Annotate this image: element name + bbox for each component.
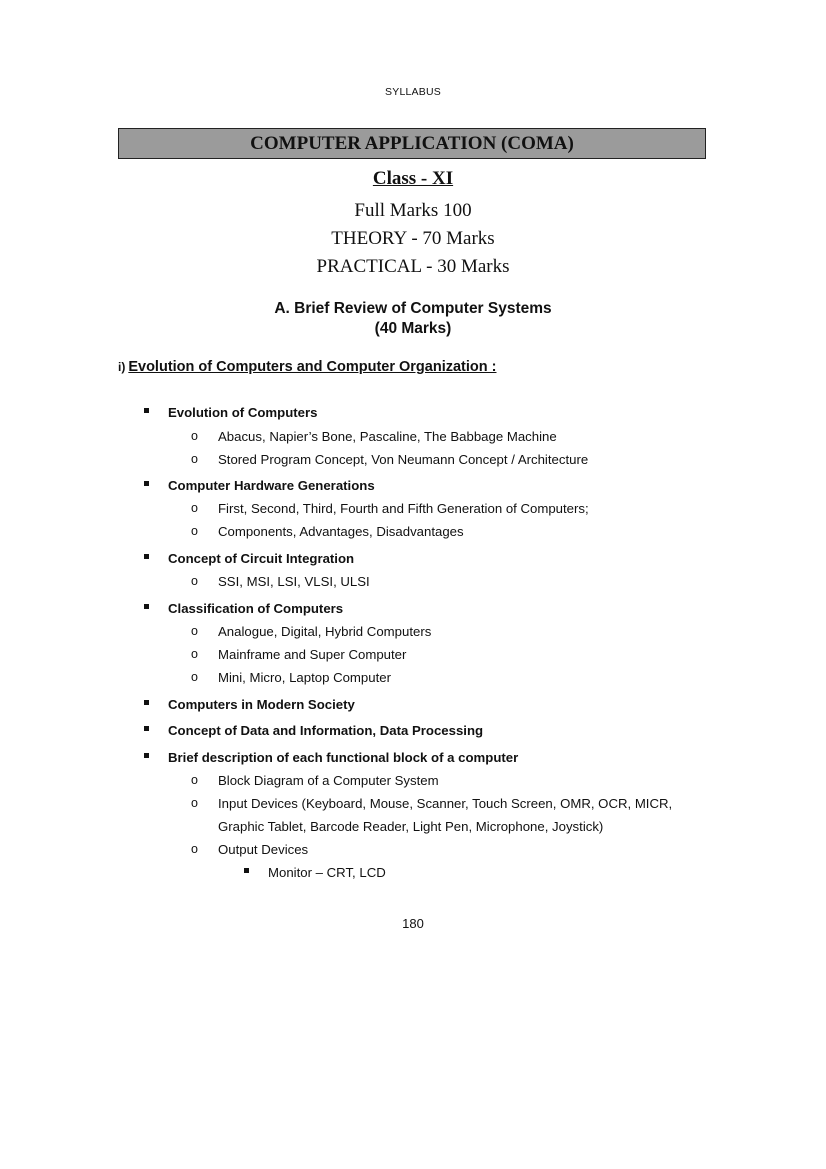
subsection-number: i) <box>118 360 126 374</box>
subsection-heading <box>118 359 496 375</box>
section-marks: (40 Marks) <box>374 320 452 337</box>
list-item-label: Monitor – CRT, LCD <box>268 865 386 880</box>
square-bullet-icon <box>144 753 149 758</box>
list-item-label: Input Devices (Keyboard, Mouse, Scanner, Touch Screen, OMR, OCR, MICR, <box>218 796 673 811</box>
circle-bullet-icon: o <box>191 429 198 443</box>
circle-bullet-icon: o <box>191 624 198 638</box>
list-item-label: Components, Advantages, Disadvantages <box>218 524 464 539</box>
square-bullet-icon <box>144 726 149 731</box>
subsection-title: Evolution of Computers and Computer Organization : <box>128 359 497 375</box>
circle-bullet-icon: o <box>191 796 198 810</box>
list-item-label: First, Second, Third, Fourth and Fifth Generation of Computers; <box>218 501 589 516</box>
square-bullet-icon <box>144 408 149 413</box>
subject-title: COMPUTER APPLICATION (COMA) <box>118 128 706 159</box>
class-title: Class - XI <box>372 168 454 189</box>
list-item-label: Analogue, Digital, Hybrid Computers <box>218 624 432 639</box>
circle-bullet-icon: o <box>191 670 198 684</box>
circle-bullet-icon: o <box>191 773 198 787</box>
circle-bullet-icon: o <box>191 842 198 856</box>
circle-bullet-icon: o <box>191 647 198 661</box>
list-item-label: Brief description of each functional block of a computer <box>168 750 519 765</box>
square-bullet-icon <box>144 604 149 609</box>
circle-bullet-icon: o <box>191 452 198 466</box>
square-bullet-icon <box>244 868 249 873</box>
square-bullet-icon <box>144 481 149 486</box>
list-item-label: Output Devices <box>218 842 309 857</box>
full-marks: Full Marks 100 <box>354 200 472 221</box>
page-number: 180 <box>402 916 424 931</box>
page-header: SYLLABUS <box>385 86 441 98</box>
list-item-label: Computers in Modern Society <box>168 697 355 712</box>
list-item-label: Stored Program Concept, Von Neumann Concept / Architecture <box>218 452 589 467</box>
theory-marks: THEORY - 70 Marks <box>331 228 495 249</box>
list-item-label: Classification of Computers <box>168 601 344 616</box>
circle-bullet-icon: o <box>191 501 198 515</box>
list-item-label: Mini, Micro, Laptop Computer <box>218 670 391 685</box>
list-item-label: Evolution of Computers <box>168 405 318 420</box>
list-item-label: Block Diagram of a Computer System <box>218 773 439 788</box>
square-bullet-icon <box>144 700 149 705</box>
section-heading: A. Brief Review of Computer Systems <box>274 300 552 317</box>
practical-marks: PRACTICAL - 30 Marks <box>316 256 510 277</box>
square-bullet-icon <box>144 554 149 559</box>
list-item-label: Mainframe and Super Computer <box>218 647 407 662</box>
list-item-label: Concept of Circuit Integration <box>168 551 355 566</box>
list-item-label: Concept of Data and Information, Data Processing <box>168 723 484 738</box>
list-item-label: Computer Hardware Generations <box>168 478 375 493</box>
circle-bullet-icon: o <box>191 574 198 588</box>
list-item-label: SSI, MSI, LSI, VLSI, ULSI <box>218 574 370 589</box>
list-item-label: Abacus, Napier’s Bone, Pascaline, The Babbage Machine <box>218 429 557 444</box>
circle-bullet-icon: o <box>191 524 198 538</box>
list-item-label: Graphic Tablet, Barcode Reader, Light Pen, Microphone, Joystick) <box>218 819 604 834</box>
